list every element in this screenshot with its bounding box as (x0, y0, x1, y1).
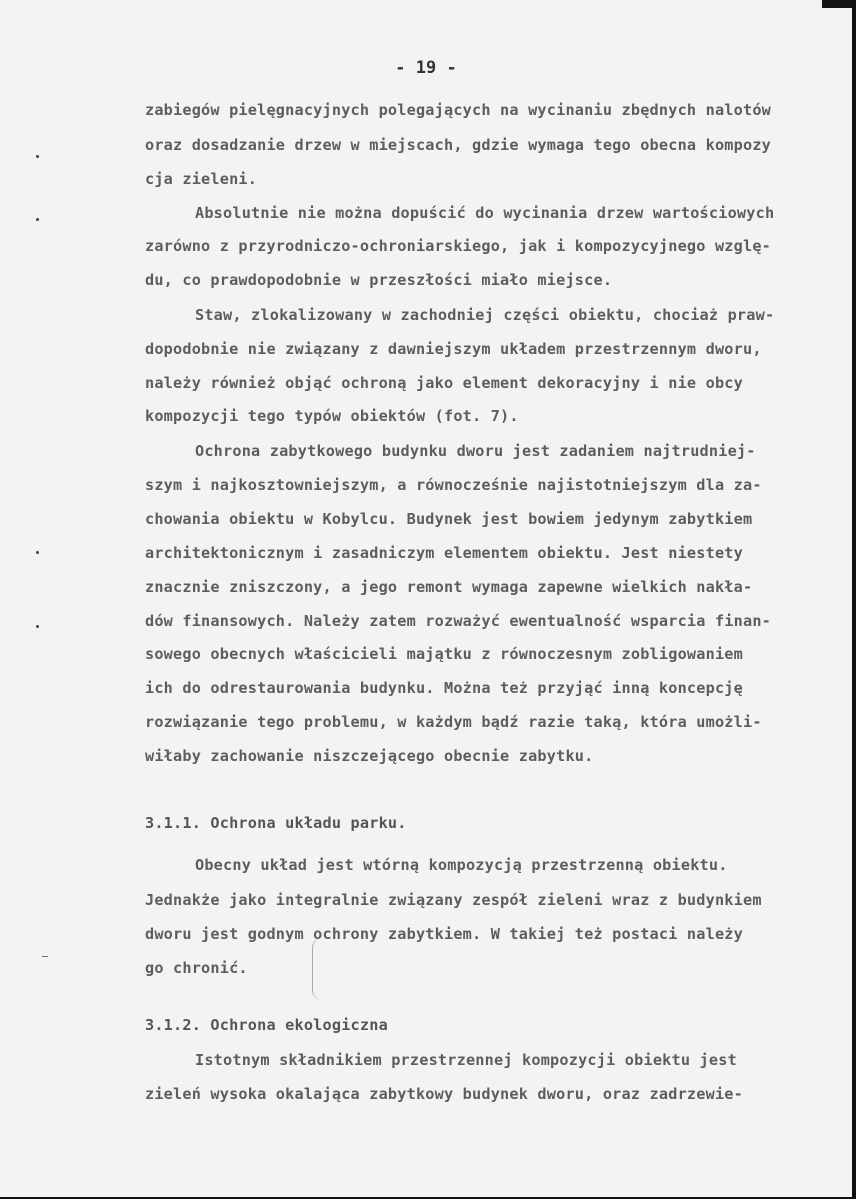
punch-mark (36, 218, 39, 221)
text-line: kompozycji tego typów obiektów (fot. 7). (145, 407, 519, 425)
text-line: znacznie zniszczony, a jego remont wymaga zapewne wielkich nakła- (145, 578, 753, 596)
scan-corner-mark (822, 0, 852, 8)
punch-mark (36, 551, 39, 554)
text-line: zarówno z przyrodniczo-ochroniarskiego, jak i kompozycyjnego wzglę- (145, 237, 772, 255)
text-line: go chronić. (145, 959, 248, 977)
text-line: Ochrona zabytkowego budynku dworu jest zadaniem najtrudniej- (195, 442, 756, 460)
text-line: Jednakże jako integralnie związany zespół zieleni wraz z budynkiem (145, 891, 762, 909)
text-line: należy również objąć ochroną jako element dekoracyjny i nie obcy (145, 374, 743, 392)
text-line: sowego obecnych właścicieli majątku z równoczesnym zobligowaniem (145, 645, 743, 663)
text-line: du, co prawdopodobnie w przeszłości miało miejsce. (145, 271, 613, 289)
text-line: dworu jest godnym ochrony zabytkiem. W takiej też postaci należy (145, 925, 743, 943)
text-line: rozwiązanie tego problemu, w każdym bądź razie taką, która umożli- (145, 713, 762, 731)
page-number: - 19 - (395, 58, 457, 78)
punch-mark (36, 625, 39, 628)
text-line: Obecny układ jest wtórną kompozycją przestrzenną obiektu. (195, 856, 728, 874)
text-line: cja zieleni. (145, 170, 258, 188)
section-heading: 3.1.2. Ochrona ekologiczna (145, 1016, 388, 1034)
text-line: Absolutnie nie można dopuścić do wycinania drzew wartościowych (195, 204, 775, 222)
punch-mark (36, 155, 39, 158)
text-line: Istotnym składnikiem przestrzennej kompozycji obiektu jest (195, 1051, 737, 1069)
text-line: architektonicznym i zasadniczym elementem obiektu. Jest niestety (145, 544, 743, 562)
text-line: zabiegów pielęgnacyjnych polegających na wycinaniu zbędnych nalotów (145, 101, 772, 119)
text-line: oraz dosadzanie drzew w miejscach, gdzie wymaga tego obecna kompozy (145, 136, 772, 154)
text-line: dopodobnie nie związany z dawniejszym układem przestrzennym dworu, (145, 340, 762, 358)
text-line: zieleń wysoka okalająca zabytkowy budynek dworu, oraz zadrzewie- (145, 1085, 743, 1103)
margin-tick (42, 956, 48, 957)
text-line: ich do odrestaurowania budynku. Można też przyjąć inną koncepcję (145, 679, 743, 697)
pencil-mark (312, 938, 339, 1000)
text-line: wiłaby zachowanie niszczejącego obecnie zabytku. (145, 747, 594, 765)
text-line: szym i najkosztowniejszym, a równocześnie najistotniejszym dla za- (145, 476, 762, 494)
text-line: Staw, zlokalizowany w zachodniej części obiektu, chociaż praw- (195, 306, 775, 324)
section-heading: 3.1.1. Ochrona układu parku. (145, 814, 407, 832)
text-line: dów finansowych. Należy zatem rozważyć ewentualność wsparcia finan- (145, 612, 772, 630)
text-line: chowania obiektu w Kobylcu. Budynek jest bowiem jedynym zabytkiem (145, 510, 753, 528)
